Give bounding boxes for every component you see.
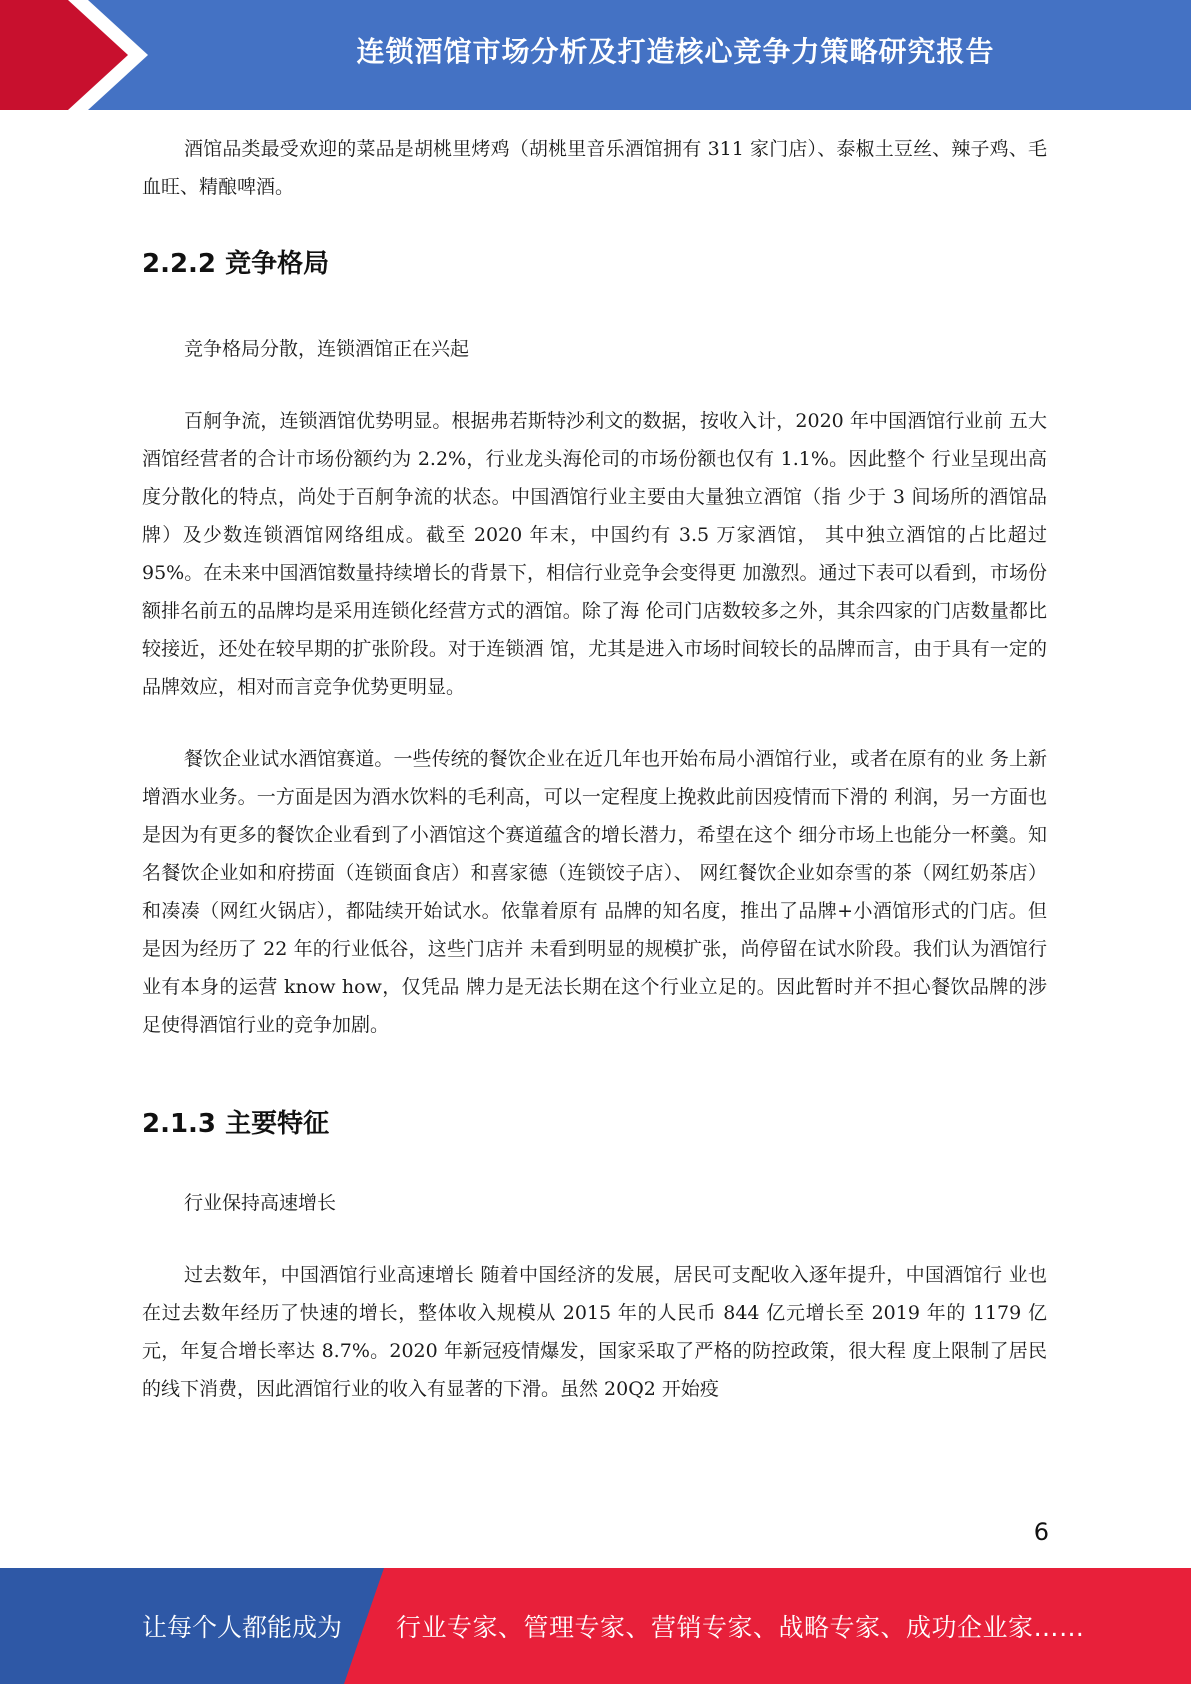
subheading-growth: 行业保持高速增长 — [184, 1192, 337, 1214]
page-number: 6 — [1033, 1518, 1049, 1546]
paragraph-restaurant-entry: 餐饮企业试水酒馆赛道。一些传统的餐饮企业在近几年也开始布局小酒馆行业，或者在原有的业 务上新增酒水业务。一方面是因为酒水饮料的毛利高，可以一定程度上挽救此前因疫情而下滑的 利润，另一方面也是因为有更多的餐饮企业看到了小酒馆这个赛道蕴含的增长潜力，希望在这个 细分市场上也能分一杯羹。知名餐饮企业如和府捞面（连锁面食店）和喜家德（连锁饺子店）、 网红餐饮企业如奈雪的茶（网红奶茶店）和凑凑（网红火锅店），都陆续开始试水。依靠着原有 品牌的知名度，推出了品牌+小酒馆形式的门店。但是因为经历了 22 年的行业低谷，这些门店并 未看到明显的规模扩张，尚停留在试水阶段。我们认为酒馆行业有本身的运营 know how，仅凭品 牌力是无法长期在这个行业立足的。因此暂时并不担心餐饮品牌的涉足使得酒馆行业的竞争加剧。 — [142, 748, 1047, 1036]
subheading-competition: 竞争格局分散，连锁酒馆正在兴起 — [184, 338, 470, 360]
paragraph-competition-chains: 百舸争流，连锁酒馆优势明显。根据弗若斯特沙利文的数据，按收入计，2020 年中国酒馆行业前 五大酒馆经营者的合计市场份额约为 2.2%，行业龙头海伦司的市场份额也仅有 1.1%。因此整个 行业呈现出高度分散化的特点，尚处于百舸争流的状态。中国酒馆行业主要由大量独立酒馆（指 少于 3 间场所的酒馆品牌）及少数连锁酒馆网络组成。截至 2020 年末，中国约有 3.5 万家酒馆， 其中独立酒馆的占比超过 95%。在未来中国酒馆数量持续增长的背景下，相信行业竞争会变得更 加激烈。通过下表可以看到，市场份额排名前五的品牌均是采用连锁化经营方式的酒馆。除了海 伦司门店数较多之外，其余四家的门店数量都比较接近，还处在较早期的扩张阶段。对于连锁酒 馆，尤其是进入市场时间较长的品牌而言，由于具有一定的品牌效应，相对而言竞争优势更明显。 — [142, 410, 1047, 698]
footer-slogan-left: 让每个人都能成为 — [142, 1613, 343, 1642]
header-title: 连锁酒馆市场分析及打造核心竞争力策略研究报告 — [356, 35, 995, 68]
page-header — [0, 0, 1191, 110]
footer-slogan-right: 行业专家、管理专家、营销专家、战略专家、成功企业家…… — [396, 1613, 1085, 1642]
document-body — [142, 130, 1047, 1408]
section-heading-2-1-3: 2.1.3 主要特征 — [142, 1109, 330, 1139]
paragraph-growth: 过去数年，中国酒馆行业高速增长 随着中国经济的发展，居民可支配收入逐年提升，中国酒馆行 业也在过去数年经历了快速的增长，整体收入规模从 2015 年的人民币 844 亿元增长至 2019 年的 1179 亿元，年复合增长率达 8.7%。2020 年新冠疫情爆发，国家采取了严格的防控政策，很大程 度上限制了居民的线下消费，因此酒馆行业的收入有显著的下滑。虽然 20Q2 开始疫 — [142, 1264, 1047, 1400]
page-footer — [0, 1568, 1191, 1684]
paragraph-intro: 酒馆品类最受欢迎的菜品是胡桃里烤鸡（胡桃里音乐酒馆拥有 311 家门店）、泰椒土豆丝、辣子鸡、毛血旺、精酿啤酒。 — [142, 138, 1047, 198]
section-heading-2-2-2: 2.2.2 竞争格局 — [142, 249, 330, 279]
